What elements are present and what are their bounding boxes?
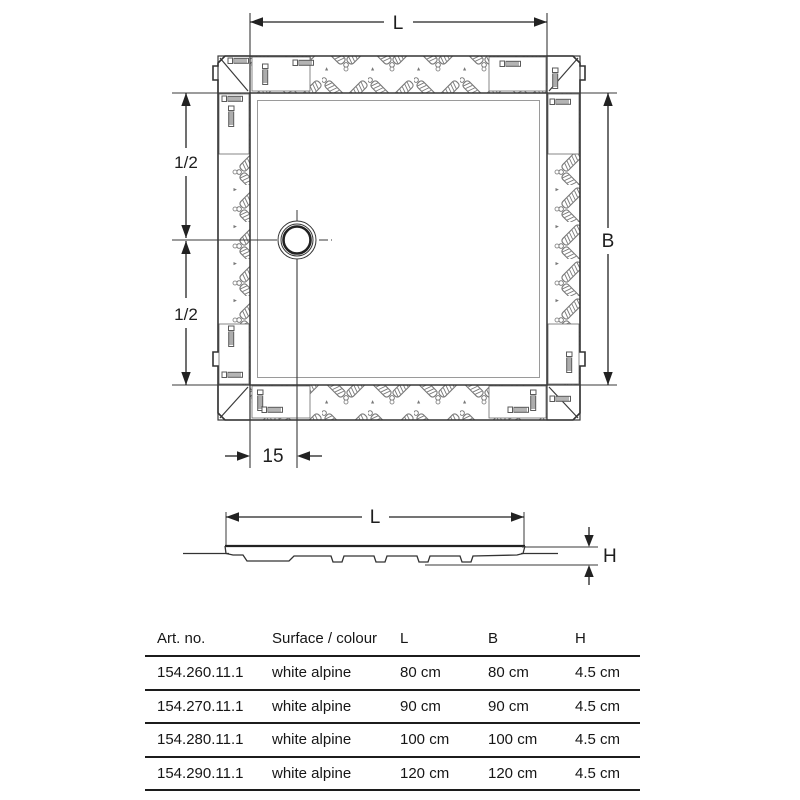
- label-half-lower: 1/2: [174, 305, 198, 324]
- dimension-half-upper: [174, 93, 198, 238]
- cell-L: 120 cm: [400, 764, 450, 782]
- cell-art-no: 154.260.11.1: [157, 664, 244, 682]
- cell-L: 100 cm: [400, 731, 450, 749]
- cell-surface: white alpine: [272, 664, 352, 682]
- dimension-length-top: [250, 13, 547, 34]
- cell-surface: white alpine: [272, 764, 352, 782]
- dimension-drain-offset: [225, 446, 322, 467]
- cell-L: 90 cm: [400, 697, 441, 715]
- label-H: H: [603, 546, 617, 567]
- cell-H: 4.5 cm: [575, 664, 621, 682]
- spec-table: [145, 622, 640, 791]
- dimension-width-right: [602, 93, 615, 385]
- label-half-upper: 1/2: [174, 153, 198, 172]
- column-header-L: L: [400, 630, 409, 647]
- cell-surface: white alpine: [272, 697, 352, 715]
- table-row: [145, 724, 640, 758]
- top-view-drawing: [172, 13, 617, 468]
- table-row: [145, 758, 640, 792]
- cell-L: 80 cm: [400, 664, 441, 682]
- cell-surface: white alpine: [272, 731, 352, 749]
- label-B: B: [601, 231, 615, 252]
- column-header-surface-colour: Surface / colour: [272, 630, 378, 647]
- side-view-drawing: [183, 507, 617, 585]
- cell-art-no: 154.290.11.1: [157, 764, 244, 782]
- column-header-H: H: [575, 630, 586, 647]
- table-row: [145, 691, 640, 725]
- label-L-top: L: [392, 13, 404, 34]
- table-header-row: [145, 622, 640, 657]
- cell-H: 4.5 cm: [575, 764, 621, 782]
- table-row: [145, 657, 640, 691]
- cell-H: 4.5 cm: [575, 731, 621, 749]
- dimension-half-lower: [174, 241, 198, 385]
- dimension-length-side: [226, 507, 524, 546]
- tray-side-profile: [183, 546, 558, 562]
- column-header-B: B: [488, 630, 499, 647]
- cell-B: 90 cm: [488, 697, 529, 715]
- cell-B: 100 cm: [488, 731, 538, 749]
- cell-B: 80 cm: [488, 664, 529, 682]
- label-drain-offset: 15: [262, 446, 284, 467]
- cell-B: 120 cm: [488, 764, 538, 782]
- label-L-side: L: [369, 507, 381, 528]
- column-header-art-no: Art. no.: [157, 630, 206, 647]
- cell-art-no: 154.270.11.1: [157, 697, 244, 715]
- cell-H: 4.5 cm: [575, 697, 621, 715]
- cell-art-no: 154.280.11.1: [157, 731, 244, 749]
